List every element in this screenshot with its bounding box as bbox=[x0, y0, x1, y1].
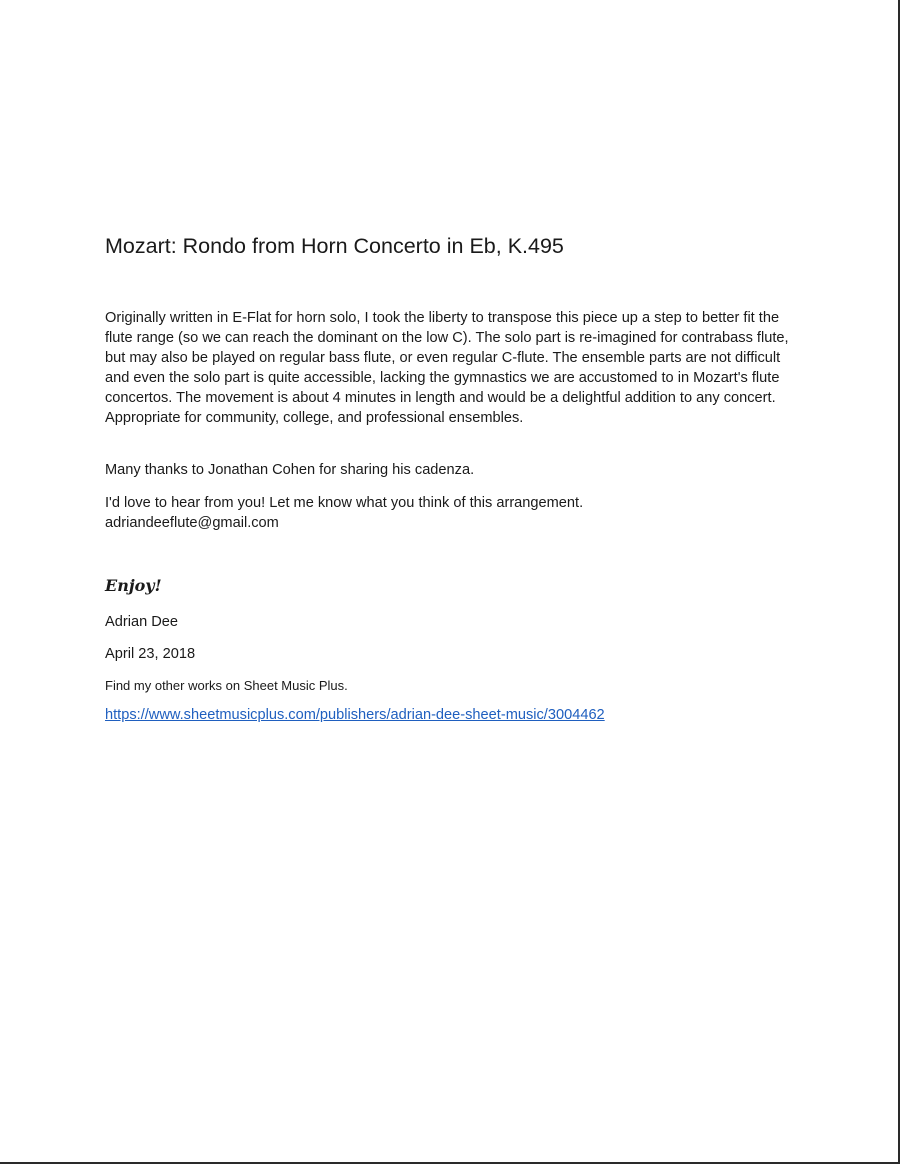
sheet-music-plus-link[interactable]: https://www.sheetmusicplus.com/publishers/adrian-dee-sheet-music/3004462 bbox=[105, 707, 605, 723]
other-works-note: Find my other works on Sheet Music Plus. bbox=[105, 678, 348, 693]
intro-paragraph: Originally written in E-Flat for horn solo, I took the liberty to transpose this piece up a step to better fit the flute range (so we can reach the dominant on the low C). The solo part is re-imagined for contrabass flute, but may also be played on regular bass flute, or even regular C-flute. The ensemble parts are not difficult and even the solo part is quite accessible, lacking the gymnastics we are accustomed to in Mozart's flute concertos. The movement is about 4 minutes in length and would be a delightful addition to any concert. Appropriate for community, college, and professional ensembles. bbox=[105, 310, 789, 426]
document-date: April 23, 2018 bbox=[105, 646, 196, 662]
thanks-line: Many thanks to Jonathan Cohen for sharing his cadenza. bbox=[105, 462, 475, 478]
feedback-line: I'd love to hear from you! Let me know what you think of this arrangement. bbox=[105, 495, 584, 511]
signoff-enjoy: Enjoy! bbox=[105, 576, 162, 595]
document-title: Mozart: Rondo from Horn Concerto in Eb, K.495 bbox=[105, 234, 564, 258]
author-name: Adrian Dee bbox=[105, 614, 179, 630]
contact-email: adriandeeflute@gmail.com bbox=[105, 515, 279, 531]
